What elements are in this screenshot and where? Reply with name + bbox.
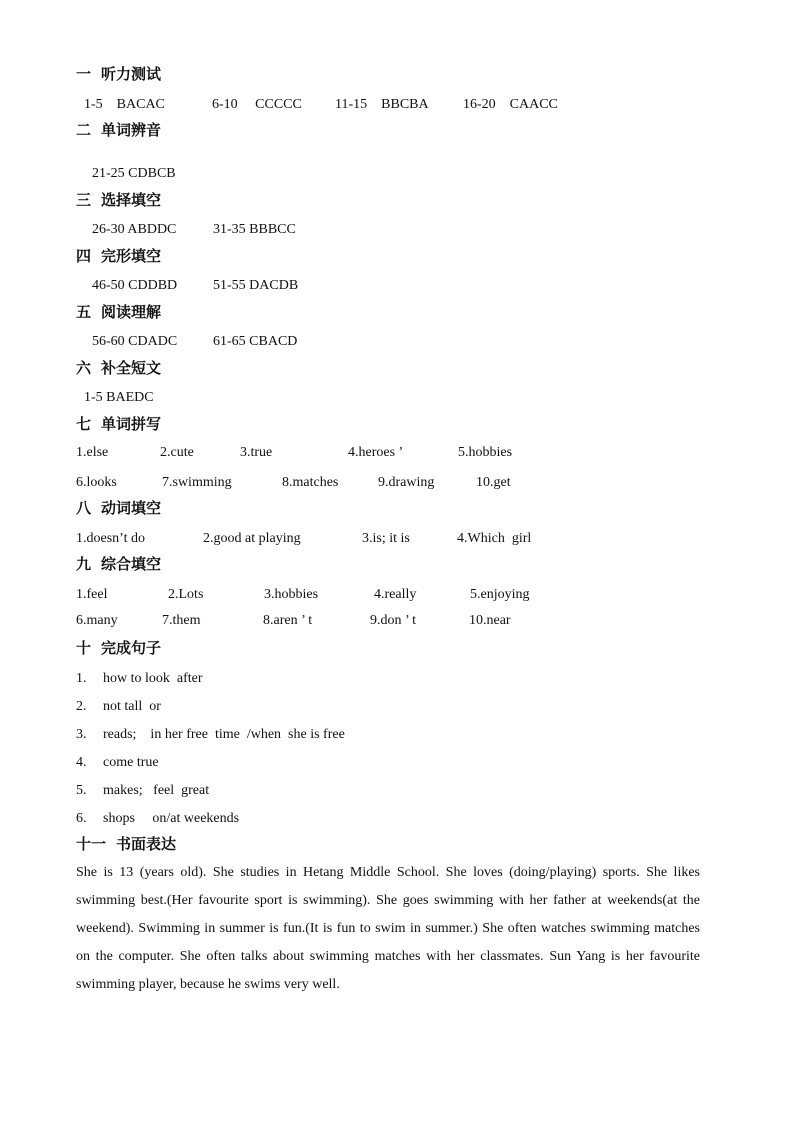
answer-group: 51-55 DACDB — [213, 278, 299, 293]
section-number: 十一 — [76, 835, 107, 853]
answer-item: 8.matches — [282, 475, 339, 490]
answer-item: 9.drawing — [378, 475, 435, 490]
sentence-text: reads; in her free time /when she is free — [103, 727, 345, 742]
answer-item: 10.get — [476, 475, 511, 490]
sentence-item — [76, 726, 345, 744]
answer-group: 56-60 CDADC — [92, 334, 178, 349]
answer-item: 1.feel — [76, 587, 108, 602]
section-number: 七 — [76, 415, 92, 433]
sentence-number: 3. — [76, 727, 87, 742]
section-number: 五 — [76, 303, 92, 321]
sentence-number: 1. — [76, 671, 87, 686]
answer-item: 4.heroes ’ — [348, 445, 404, 460]
answer-group: 46-50 CDDBD — [92, 278, 178, 293]
answer-group: 11-15 BBCBA — [335, 97, 429, 112]
section-number: 四 — [76, 247, 92, 265]
answer-item: 9.don ’ t — [370, 613, 417, 628]
answer-item: 4.really — [374, 587, 417, 602]
section-heading-4 — [76, 247, 161, 265]
answer-group: 1-5 BAEDC — [84, 390, 154, 405]
answer-item: 7.them — [162, 613, 201, 628]
section-title: 单词辨音 — [101, 121, 162, 139]
sentence-number: 4. — [76, 755, 87, 770]
answer-item: 1.doesn’t do — [76, 531, 145, 546]
section-heading-5 — [76, 303, 161, 321]
answer-group: 21-25 CDBCB — [92, 166, 176, 181]
sentence-text: not tall or — [103, 699, 161, 714]
answer-group: 1-5 BACAC — [84, 97, 165, 112]
section-heading-2 — [76, 121, 161, 139]
section-title: 单词拼写 — [101, 415, 162, 433]
section-title: 选择填空 — [101, 191, 162, 209]
section-heading-7 — [76, 415, 161, 433]
section-title: 动词填空 — [101, 499, 162, 517]
sentence-text: how to look after — [103, 671, 203, 686]
answer-item: 8.aren ’ t — [263, 613, 313, 628]
sentence-text: shops on/at weekends — [103, 811, 240, 826]
section-title: 书面表达 — [116, 835, 177, 853]
section-heading-3 — [76, 191, 161, 209]
sentence-text: makes; feel great — [103, 783, 210, 798]
sentence-text: come true — [103, 755, 159, 770]
answer-group: 31-35 BBBCC — [213, 222, 296, 237]
answer-item: 3.true — [240, 445, 273, 460]
section-number: 十 — [76, 639, 92, 657]
section-title: 完成句子 — [101, 639, 162, 657]
sentence-item — [76, 670, 203, 688]
section-title: 阅读理解 — [101, 303, 162, 321]
sentence-item — [76, 810, 239, 828]
answer-item: 2.Lots — [168, 587, 204, 602]
sentence-number: 6. — [76, 811, 87, 826]
sentence-number: 5. — [76, 783, 87, 798]
answer-item: 3.hobbies — [264, 587, 319, 602]
section-heading-9 — [76, 555, 161, 573]
answer-item: 3.is; it is — [362, 531, 410, 546]
answer-item: 2.cute — [160, 445, 194, 460]
answer-group: 6-10 CCCCC — [212, 97, 302, 112]
sentence-item — [76, 698, 161, 716]
sentence-number: 2. — [76, 699, 87, 714]
section-heading-8 — [76, 499, 161, 517]
answer-group: 61-65 CBACD — [213, 334, 298, 349]
answer-item: 5.hobbies — [458, 445, 513, 460]
section-number: 六 — [76, 359, 92, 377]
section-title: 完形填空 — [101, 247, 162, 265]
section-heading-1 — [76, 65, 161, 83]
section-heading-6 — [76, 359, 161, 377]
answer-item: 10.near — [469, 613, 511, 628]
section-heading-10 — [76, 639, 161, 657]
answer-item: 6.looks — [76, 475, 117, 490]
essay-paragraph: She is 13 (years old). She studies in Hetang Middle School. She loves (doing/playing) sports. She likes swimming best.(Her favourite sport is swimming). She goes swimming with her father at weekends(at the weekend). Swimming in summer is fun.(It is fun to swim in summer.) She often watches swimming matches on the computer. She often talks about swimming matches with her classmates. Sun Yang is her favourite swimming player, because he swims very well. — [76, 865, 700, 992]
section-title: 综合填空 — [101, 555, 162, 573]
section-number: 三 — [76, 191, 92, 209]
answer-item: 2.good at playing — [203, 531, 301, 546]
section-number: 八 — [76, 499, 92, 517]
answer-group: 26-30 ABDDC — [92, 222, 177, 237]
sentence-item — [76, 754, 159, 772]
section-number: 九 — [76, 555, 92, 573]
answer-group: 16-20 CAACC — [463, 97, 558, 112]
section-number: 一 — [76, 65, 92, 83]
section-title: 听力测试 — [101, 65, 162, 83]
section-number: 二 — [76, 121, 92, 139]
answer-item: 7.swimming — [162, 475, 232, 490]
sentence-item — [76, 782, 209, 800]
answer-item: 6.many — [76, 613, 118, 628]
section-heading-11 — [76, 835, 176, 853]
answer-item: 4.Which girl — [457, 531, 532, 546]
section-title: 补全短文 — [101, 359, 162, 377]
answer-item: 1.else — [76, 445, 109, 460]
answer-item: 5.enjoying — [470, 587, 530, 602]
